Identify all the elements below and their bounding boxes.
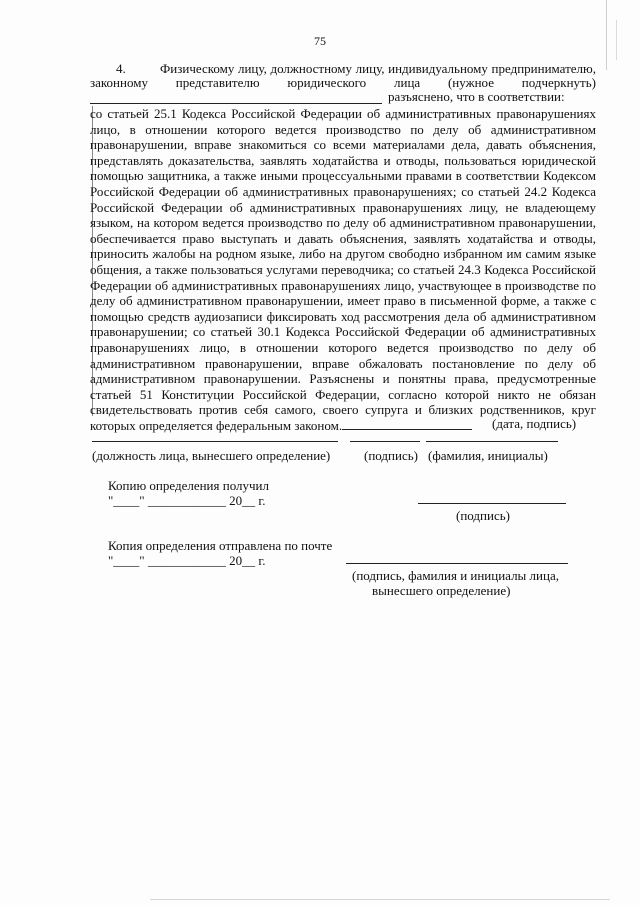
signature-caption: (подпись) <box>364 448 418 463</box>
copy-received-label: Копию определения получил <box>108 478 269 493</box>
paragraph-number: 4. <box>116 61 126 76</box>
signature-line <box>350 441 420 442</box>
name-line <box>426 441 558 442</box>
position-line <box>92 441 338 442</box>
rights-body: со статьей 25.1 Кодекса Российской Федерации об административных правонарушениях лицо, в отношении которого ведется производство по делу об административном правонарушении, вправе знакомиться со всеми материалами дела, давать объяснения, представлять доказательства, заявлять ходатайства и отводы, пользоваться юридической помощью защитника, а также иными процессуальными правами в соответствии Кодексом Российской Федерации об административных правонарушениях; со статьей 24.2 Кодекса Российской Федерации об административных правонарушениях лицу, не владеющему языком, на котором ведется производство по делу об административном правонарушении, обеспечивается право выступать и давать объяснения, заявлять ходатайства и отводы, приносить жалобы на родном языке, либо на другом свободно избранном им самим языке общения, а также пользоваться услугами переводчика; со статьей 24.3 Кодекса Российской Федерации об административных правонарушениях лицо, участвующее в производстве по делу об административном правонарушении, имеет право в письменной форме, а также с помощью средств аудиозаписи фиксировать ход рассмотрения дела об административном правонарушении; со статьей 30.1 Кодекса Российской Федерации об административных правонарушениях лицо, в отношении которого ведется производство по делу об административном правонарушении, вправе обжаловать постановление по делу об административном правонарушении. Разъяснены и понятны права, предусмотренные статьей 51 Конституции Российской Федерации, согласно которой никто не обязан свидетельствовать против себя самого, своего супруга и близких родственников, круг которых определяется федеральным законом. <box>90 106 596 433</box>
scan-artifact <box>150 899 610 900</box>
copy-sent-caption-line1: (подпись, фамилия и инициалы лица, <box>352 568 559 583</box>
copy-sent-date: "____" ____________ 20__ г. <box>108 553 266 568</box>
paragraph-4-header <box>90 62 596 90</box>
date-signature-caption: (дата, подпись) <box>492 416 577 431</box>
paragraph-4-line2: законному представителю юридического лица (нужное подчеркнуть) <box>90 75 596 90</box>
copy-received-signature-line <box>418 503 566 504</box>
fill-in-line <box>90 91 382 104</box>
rights-explanation-text <box>90 106 596 433</box>
position-caption: (должность лица, вынесшего определение) <box>92 448 331 463</box>
explained-text: разъяснено, что в соответствии: <box>388 89 565 104</box>
scan-artifact <box>616 20 617 60</box>
copy-sent-label: Копия определения отправлена по почте <box>108 538 333 553</box>
paragraph-4-blank-line <box>90 90 596 104</box>
copy-sent-caption-line2: вынесшего определение) <box>372 583 511 598</box>
copy-received-signature-caption: (подпись) <box>456 508 510 523</box>
name-caption: (фамилия, инициалы) <box>428 448 548 463</box>
copy-sent-signature-line <box>346 563 568 564</box>
copy-received-date: "____" ____________ 20__ г. <box>108 493 266 508</box>
page-number: 75 <box>314 34 326 48</box>
paragraph-4-line1: Физическому лицу, должностному лицу, индивидуальному предпринимателю, <box>160 61 596 76</box>
scan-artifact <box>606 0 607 70</box>
fill-in-line <box>342 419 472 430</box>
